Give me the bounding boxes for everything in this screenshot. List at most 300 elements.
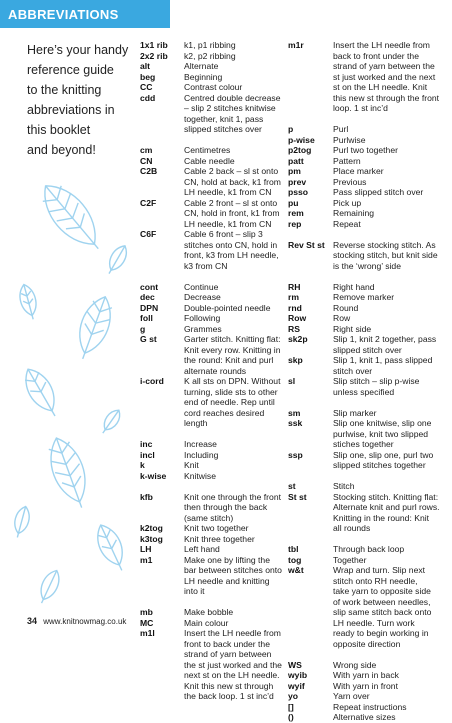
abbreviation-definition xyxy=(333,40,450,114)
abbreviation-term: cm xyxy=(140,145,153,155)
abbreviation-entry xyxy=(140,523,285,534)
definition-line: Beginning xyxy=(184,71,223,82)
abbreviation-term: m1 xyxy=(140,554,153,565)
definition-line: is the ‘wrong’ side xyxy=(333,260,401,271)
abbreviation-entry xyxy=(288,324,450,335)
definition-line: opposite direction xyxy=(333,638,401,649)
abbreviation-term: WS xyxy=(288,659,302,670)
abbreviation-definition xyxy=(333,418,450,450)
definition-line: Contrast colour xyxy=(184,82,243,92)
abbreviation-entry xyxy=(288,376,450,397)
abbreviation-term: RH xyxy=(288,281,301,292)
definition-line: Cable 2 front – sl st onto xyxy=(184,197,278,208)
definition-line: Cable 2 back – sl st onto xyxy=(184,166,279,176)
abbreviation-term: yo xyxy=(288,691,299,701)
abbreviation-entry xyxy=(140,544,285,555)
abbreviation-definition xyxy=(333,555,450,566)
abbreviation-definition xyxy=(333,324,450,335)
abbreviation-definition xyxy=(184,376,285,429)
definition-line: Together xyxy=(333,554,367,565)
definition-line: Knit this new st through xyxy=(184,680,274,691)
definition-line: alternate rounds xyxy=(184,365,247,376)
definition-line: Insert the LH needle from xyxy=(184,628,281,638)
definition-line: Wrap and turn. Slip next xyxy=(333,565,426,575)
abbreviation-term: C2B xyxy=(140,166,158,176)
abbreviation-term: incl xyxy=(140,449,155,460)
definition-line: strand of yarn between the xyxy=(333,61,435,71)
definition-line: Slip one knitwise, slip one xyxy=(333,418,432,428)
definition-line: Double-pointed needle xyxy=(184,302,271,313)
definition-line: slipped stitches over xyxy=(184,124,262,134)
abbreviation-definition xyxy=(333,565,450,649)
definition-line: stiches together xyxy=(333,439,394,449)
abbreviation-entry xyxy=(288,208,450,219)
abbreviations-column-right xyxy=(288,40,450,723)
definition-line: front to back under the xyxy=(184,638,270,649)
abbreviation-term: w&t xyxy=(288,565,304,575)
abbreviation-term: k2tog xyxy=(140,523,163,533)
abbreviation-definition xyxy=(333,334,450,355)
abbreviation-term: k3tog xyxy=(140,533,163,544)
abbreviation-definition xyxy=(333,376,450,397)
definition-line: k1, p1 ribbing xyxy=(184,40,236,50)
leaf-icon xyxy=(33,175,111,259)
abbreviation-term: St st xyxy=(288,491,307,502)
definition-line: LH needle. Turn work xyxy=(333,617,415,628)
definition-line: Decrease xyxy=(184,292,221,302)
section-title: ABBREVIATIONS xyxy=(8,7,119,22)
abbreviation-term: [] xyxy=(288,701,294,712)
abbreviation-entry xyxy=(288,282,450,293)
definition-line: Right side xyxy=(333,323,372,334)
abbreviation-term: p2tog xyxy=(288,145,312,155)
abbreviation-term: pm xyxy=(288,166,301,176)
definition-line: stocking stitch, but knit side xyxy=(333,250,438,260)
abbreviation-definition xyxy=(333,492,450,534)
definition-line: (same stitch) xyxy=(184,512,234,523)
abbreviation-definition xyxy=(333,135,450,146)
abbreviation-term: CN xyxy=(140,155,153,166)
abbreviation-entry xyxy=(140,156,285,167)
definition-line: Slip 1, knit 2 together, pass xyxy=(333,334,437,344)
abbreviation-definition xyxy=(184,313,285,324)
definition-line: together, knit 1, pass xyxy=(184,113,264,124)
leaf-icon xyxy=(11,505,32,539)
definition-line: Wrong side xyxy=(333,659,377,670)
abbreviation-entry xyxy=(288,355,450,376)
abbreviation-entry xyxy=(288,660,450,671)
abbreviation-entry xyxy=(140,492,285,524)
definition-line: Centimetres xyxy=(184,145,231,155)
definition-line: Purl xyxy=(333,124,349,134)
definition-line: Centred double decrease xyxy=(184,92,281,103)
abbreviation-entry xyxy=(140,303,285,314)
abbreviation-entry xyxy=(140,313,285,324)
abbreviation-term: sl xyxy=(288,376,296,386)
abbreviation-term: CC xyxy=(140,82,153,92)
abbreviation-entry xyxy=(140,439,285,450)
abbreviation-term: st xyxy=(288,481,296,491)
definition-line: st on the LH needle. Knit xyxy=(333,82,428,92)
definition-line: Knit every row. Knitting in xyxy=(184,344,281,355)
abbreviation-term: 1x1 rib xyxy=(140,40,168,50)
definition-line: Reverse stocking stitch. As xyxy=(333,239,436,250)
definition-line: CN, hold in front, k1 from xyxy=(184,208,280,218)
abbreviation-definition xyxy=(333,208,450,219)
definition-line: end of needle. Rep until xyxy=(184,397,275,407)
leaf-icon xyxy=(98,407,124,437)
abbreviation-entry xyxy=(288,292,450,303)
definition-line: next st on the LH needle. xyxy=(184,670,280,680)
definition-line: Grammes xyxy=(184,323,222,334)
definition-line: Slip stitch – slip p-wise xyxy=(333,376,420,386)
abbreviation-term: rm xyxy=(288,292,299,302)
abbreviation-definition xyxy=(184,229,285,271)
abbreviation-term: G st xyxy=(140,334,157,344)
abbreviation-term: m1r xyxy=(288,40,304,50)
definition-line: loop. 1 st inc’d xyxy=(333,103,388,113)
abbreviation-definition xyxy=(333,313,450,324)
abbreviation-term: MC xyxy=(140,617,154,628)
abbreviation-definition xyxy=(333,166,450,177)
definition-line: Slip marker xyxy=(333,407,377,418)
abbreviation-entry xyxy=(140,198,285,230)
abbreviation-definition xyxy=(333,481,450,492)
entry-spacer xyxy=(140,481,285,492)
definition-line: unless specified xyxy=(333,386,395,397)
abbreviation-entry xyxy=(288,303,450,314)
abbreviation-definition xyxy=(184,523,285,534)
abbreviation-term: mb xyxy=(140,607,153,617)
entry-spacer xyxy=(288,271,450,282)
definition-line: Cable needle xyxy=(184,155,235,166)
abbreviation-term: tbl xyxy=(288,544,299,554)
abbreviation-entry xyxy=(288,565,450,649)
definition-line: Alternate xyxy=(184,61,219,71)
abbreviation-term: g xyxy=(140,323,146,334)
abbreviation-term: Row xyxy=(288,313,307,323)
abbreviation-definition xyxy=(333,187,450,198)
abbreviation-entry xyxy=(140,534,285,545)
definition-line: all rounds xyxy=(333,523,371,533)
abbreviation-term: dec xyxy=(140,292,155,302)
definition-line: Round xyxy=(333,302,359,313)
abbreviation-term: cont xyxy=(140,281,159,292)
abbreviation-entry xyxy=(288,219,450,230)
intro-line: this booklet xyxy=(27,123,91,137)
abbreviation-term: 2x2 rib xyxy=(140,50,168,61)
abbreviation-term: RS xyxy=(288,323,300,334)
abbreviation-definition xyxy=(184,555,285,597)
abbreviation-term: kfb xyxy=(140,491,153,502)
abbreviation-entry xyxy=(140,460,285,471)
definition-line: Remaining xyxy=(333,208,375,218)
abbreviation-entry xyxy=(288,492,450,534)
entry-spacer xyxy=(288,649,450,660)
abbreviation-term: cdd xyxy=(140,92,156,103)
abbreviation-term: skp xyxy=(288,355,303,365)
definition-line: bar between stitches onto xyxy=(184,565,282,575)
abbreviation-definition xyxy=(184,628,285,702)
abbreviation-term: foll xyxy=(140,313,153,323)
definition-line: With yarn in front xyxy=(333,680,398,691)
entry-spacer xyxy=(140,135,285,146)
abbreviation-entry xyxy=(288,166,450,177)
intro-line: Here’s your handy xyxy=(27,43,129,57)
abbreviation-term: ssp xyxy=(288,449,303,460)
abbreviation-entry xyxy=(288,544,450,555)
abbreviation-definition xyxy=(184,618,285,629)
abbreviation-term: sk2p xyxy=(288,334,308,344)
abbreviation-definition xyxy=(333,450,450,471)
definition-line: Knit xyxy=(184,460,199,470)
definition-line: Following xyxy=(184,313,221,323)
definition-line: cord reaches desired xyxy=(184,407,265,418)
abbreviation-definition xyxy=(333,219,450,230)
abbreviation-term: LH xyxy=(140,544,152,554)
definition-line: Purlwise xyxy=(333,134,366,145)
abbreviation-definition xyxy=(184,156,285,167)
entry-spacer xyxy=(140,271,285,282)
abbreviation-entry xyxy=(140,229,285,271)
leaf-icon xyxy=(18,364,64,422)
abbreviation-definition xyxy=(333,145,450,156)
abbreviation-definition xyxy=(333,681,450,692)
entry-spacer xyxy=(288,114,450,125)
abbreviation-definition xyxy=(333,303,450,314)
abbreviation-definition xyxy=(333,702,450,713)
abbreviation-entry xyxy=(288,670,450,681)
abbreviation-entry xyxy=(140,334,285,376)
abbreviation-definition xyxy=(333,282,450,293)
abbreviation-entry xyxy=(140,166,285,198)
definition-line: Make bobble xyxy=(184,607,234,617)
abbreviation-term: C2F xyxy=(140,197,157,208)
abbreviation-entry xyxy=(288,198,450,209)
abbreviation-term: () xyxy=(288,712,294,722)
entry-spacer xyxy=(140,429,285,440)
abbreviation-definition xyxy=(184,51,285,62)
abbreviation-definition xyxy=(333,408,450,419)
abbreviation-definition xyxy=(184,198,285,230)
abbreviation-entry xyxy=(140,324,285,335)
abbreviation-term: k-wise xyxy=(140,470,167,481)
abbreviation-term: tog xyxy=(288,554,302,565)
abbreviation-definition xyxy=(184,93,285,135)
definition-line: Knit two together xyxy=(184,523,249,533)
abbreviation-entry xyxy=(140,93,285,135)
definition-line: Pattern xyxy=(333,155,361,166)
abbreviation-definition xyxy=(184,334,285,376)
definition-line: Main colour xyxy=(184,617,229,628)
definition-line: stitch onto RH needle, xyxy=(333,575,418,586)
definition-line: Alternate knit and purl rows. xyxy=(333,502,440,512)
definition-line: With yarn in back xyxy=(333,670,399,680)
definition-line: into it xyxy=(184,586,205,596)
definition-line: slipped stitch over xyxy=(333,344,402,355)
intro-line: to the knitting xyxy=(27,83,102,97)
abbreviation-definition xyxy=(333,660,450,671)
abbreviation-term: i-cord xyxy=(140,376,164,386)
abbreviation-term: wyif xyxy=(288,680,305,691)
definition-line: Right hand xyxy=(333,281,375,292)
definition-line: Remove marker xyxy=(333,292,395,302)
abbreviation-entry xyxy=(140,61,285,72)
abbreviation-term: patt xyxy=(288,155,304,166)
abbreviation-entry xyxy=(140,40,285,51)
definition-line: K all sts on DPN. Without xyxy=(184,376,281,386)
abbreviation-definition xyxy=(184,40,285,51)
abbreviation-definition xyxy=(184,72,285,83)
abbreviation-entry xyxy=(140,82,285,93)
definition-line: k2, p2 ribbing xyxy=(184,50,236,61)
intro-line: and beyond! xyxy=(27,143,96,157)
abbreviation-definition xyxy=(333,292,450,303)
definition-line: k3 from CN xyxy=(184,260,228,271)
abbreviation-definition xyxy=(184,145,285,156)
definition-line: the st just worked and the xyxy=(184,659,282,670)
abbreviation-entry xyxy=(140,555,285,597)
abbreviation-definition xyxy=(333,156,450,167)
abbreviation-definition xyxy=(184,292,285,303)
definition-line: front, k3 from LH needle, xyxy=(184,250,279,260)
definition-line: length xyxy=(184,418,208,428)
definition-line: this new st through the front xyxy=(333,92,440,103)
definition-line: the round: Knit and purl xyxy=(184,355,274,365)
abbreviation-term: prev xyxy=(288,176,307,187)
abbreviation-term: p-wise xyxy=(288,134,315,145)
definition-line: then through the back xyxy=(184,502,268,512)
definition-line: slipped stitches together xyxy=(333,460,426,470)
definition-line: of work between needles, xyxy=(333,596,431,607)
abbreviation-term: pu xyxy=(288,197,299,208)
definition-line: Cable 6 front – slip 3 xyxy=(184,229,263,239)
definition-line: Purl two together xyxy=(333,145,398,155)
abbreviation-term: wyib xyxy=(288,670,308,680)
definition-line: Continue xyxy=(184,281,219,292)
definition-line: turning, slide sts to other xyxy=(184,386,278,397)
website-url: www.knitnowmag.co.uk xyxy=(43,617,127,626)
abbreviation-entry xyxy=(288,187,450,198)
definition-line: st just worked and the next xyxy=(333,71,436,82)
definition-line: Through back loop xyxy=(333,544,405,554)
abbreviation-entry xyxy=(288,450,450,471)
definition-line: CN, hold at back, k1 from xyxy=(184,176,281,187)
abbreviation-entry xyxy=(288,408,450,419)
abbreviation-term: alt xyxy=(140,61,151,71)
definition-line: take yarn to opposite side xyxy=(333,586,431,596)
intro-line: abbreviations in xyxy=(27,103,115,117)
definition-line: LH needle, k1 from CN xyxy=(184,218,272,229)
abbreviation-entry xyxy=(140,450,285,461)
page-number: 34 xyxy=(27,616,38,626)
abbreviation-definition xyxy=(184,460,285,471)
abbreviation-term: Rev St st xyxy=(288,239,325,250)
definition-line: Insert the LH needle from xyxy=(333,40,430,50)
abbreviation-term: ssk xyxy=(288,418,303,428)
leaf-icon xyxy=(35,567,64,606)
definition-line: Alternative sizes xyxy=(333,712,396,722)
abbreviation-entry xyxy=(288,481,450,492)
abbreviation-definition xyxy=(184,471,285,482)
entry-spacer xyxy=(288,471,450,482)
abbreviation-term: psso xyxy=(288,187,309,197)
abbreviation-entry xyxy=(140,72,285,83)
abbreviation-definition xyxy=(184,450,285,461)
leaf-icon xyxy=(103,243,131,277)
abbreviation-entry xyxy=(288,177,450,188)
entry-spacer xyxy=(288,397,450,408)
abbreviation-entry xyxy=(288,418,450,450)
abbreviation-definition xyxy=(184,492,285,524)
abbreviation-definition xyxy=(333,670,450,681)
definition-line: Make one by lifting the xyxy=(184,554,270,565)
abbreviation-entry xyxy=(140,607,285,618)
abbreviation-entry xyxy=(140,376,285,429)
abbreviation-definition xyxy=(184,544,285,555)
abbreviation-entry xyxy=(288,313,450,324)
definition-line: stitches onto CN, hold in xyxy=(184,239,278,250)
definition-line: Knit one through the front xyxy=(184,491,281,502)
intro-text xyxy=(27,40,137,160)
abbreviation-definition xyxy=(333,544,450,555)
abbreviation-definition xyxy=(184,303,285,314)
abbreviation-entry xyxy=(288,40,450,114)
abbreviations-column-left xyxy=(140,40,285,702)
abbreviation-entry xyxy=(288,145,450,156)
abbreviation-definition xyxy=(184,439,285,450)
abbreviation-term: p xyxy=(288,124,294,134)
definition-line: Pick up xyxy=(333,197,362,208)
definition-line: purlwise, knit two slipped xyxy=(333,428,429,439)
abbreviation-entry xyxy=(288,334,450,355)
definition-line: Slip one, slip one, purl two xyxy=(333,449,434,460)
abbreviation-definition xyxy=(184,82,285,93)
entry-spacer xyxy=(140,597,285,608)
abbreviation-entry xyxy=(140,628,285,702)
definition-line: Repeat instructions xyxy=(333,701,407,712)
abbreviation-definition xyxy=(333,124,450,135)
abbreviation-entry xyxy=(288,135,450,146)
abbreviation-definition xyxy=(333,691,450,702)
abbreviation-entry xyxy=(288,712,450,723)
abbreviation-entry xyxy=(140,618,285,629)
definition-line: Including xyxy=(184,449,219,460)
definition-line: Pass slipped stitch over xyxy=(333,187,424,197)
abbreviation-definition xyxy=(184,534,285,545)
abbreviation-definition xyxy=(184,282,285,293)
leaf-icon xyxy=(17,283,41,322)
definition-line: the back loop. 1 st inc’d xyxy=(184,691,274,701)
page-footer xyxy=(27,616,126,626)
definition-line: strand of yarn between xyxy=(184,649,272,659)
definition-line: slip same stitch back onto xyxy=(333,607,432,617)
definition-line: back to front under the xyxy=(333,50,419,61)
definition-line: Place marker xyxy=(333,166,384,176)
abbreviation-entry xyxy=(140,51,285,62)
definition-line: ready to begin working in xyxy=(333,628,429,638)
definition-line: LH needle, k1 from CN xyxy=(184,187,272,197)
abbreviation-term: m1l xyxy=(140,628,155,638)
abbreviation-entry xyxy=(288,156,450,167)
abbreviation-definition xyxy=(333,240,450,272)
definition-line: Left hand xyxy=(184,544,220,554)
definition-line: Previous xyxy=(333,176,367,187)
abbreviation-term: C6F xyxy=(140,229,157,239)
abbreviation-term: DPN xyxy=(140,302,159,313)
abbreviation-definition xyxy=(333,355,450,376)
abbreviation-entry xyxy=(288,691,450,702)
